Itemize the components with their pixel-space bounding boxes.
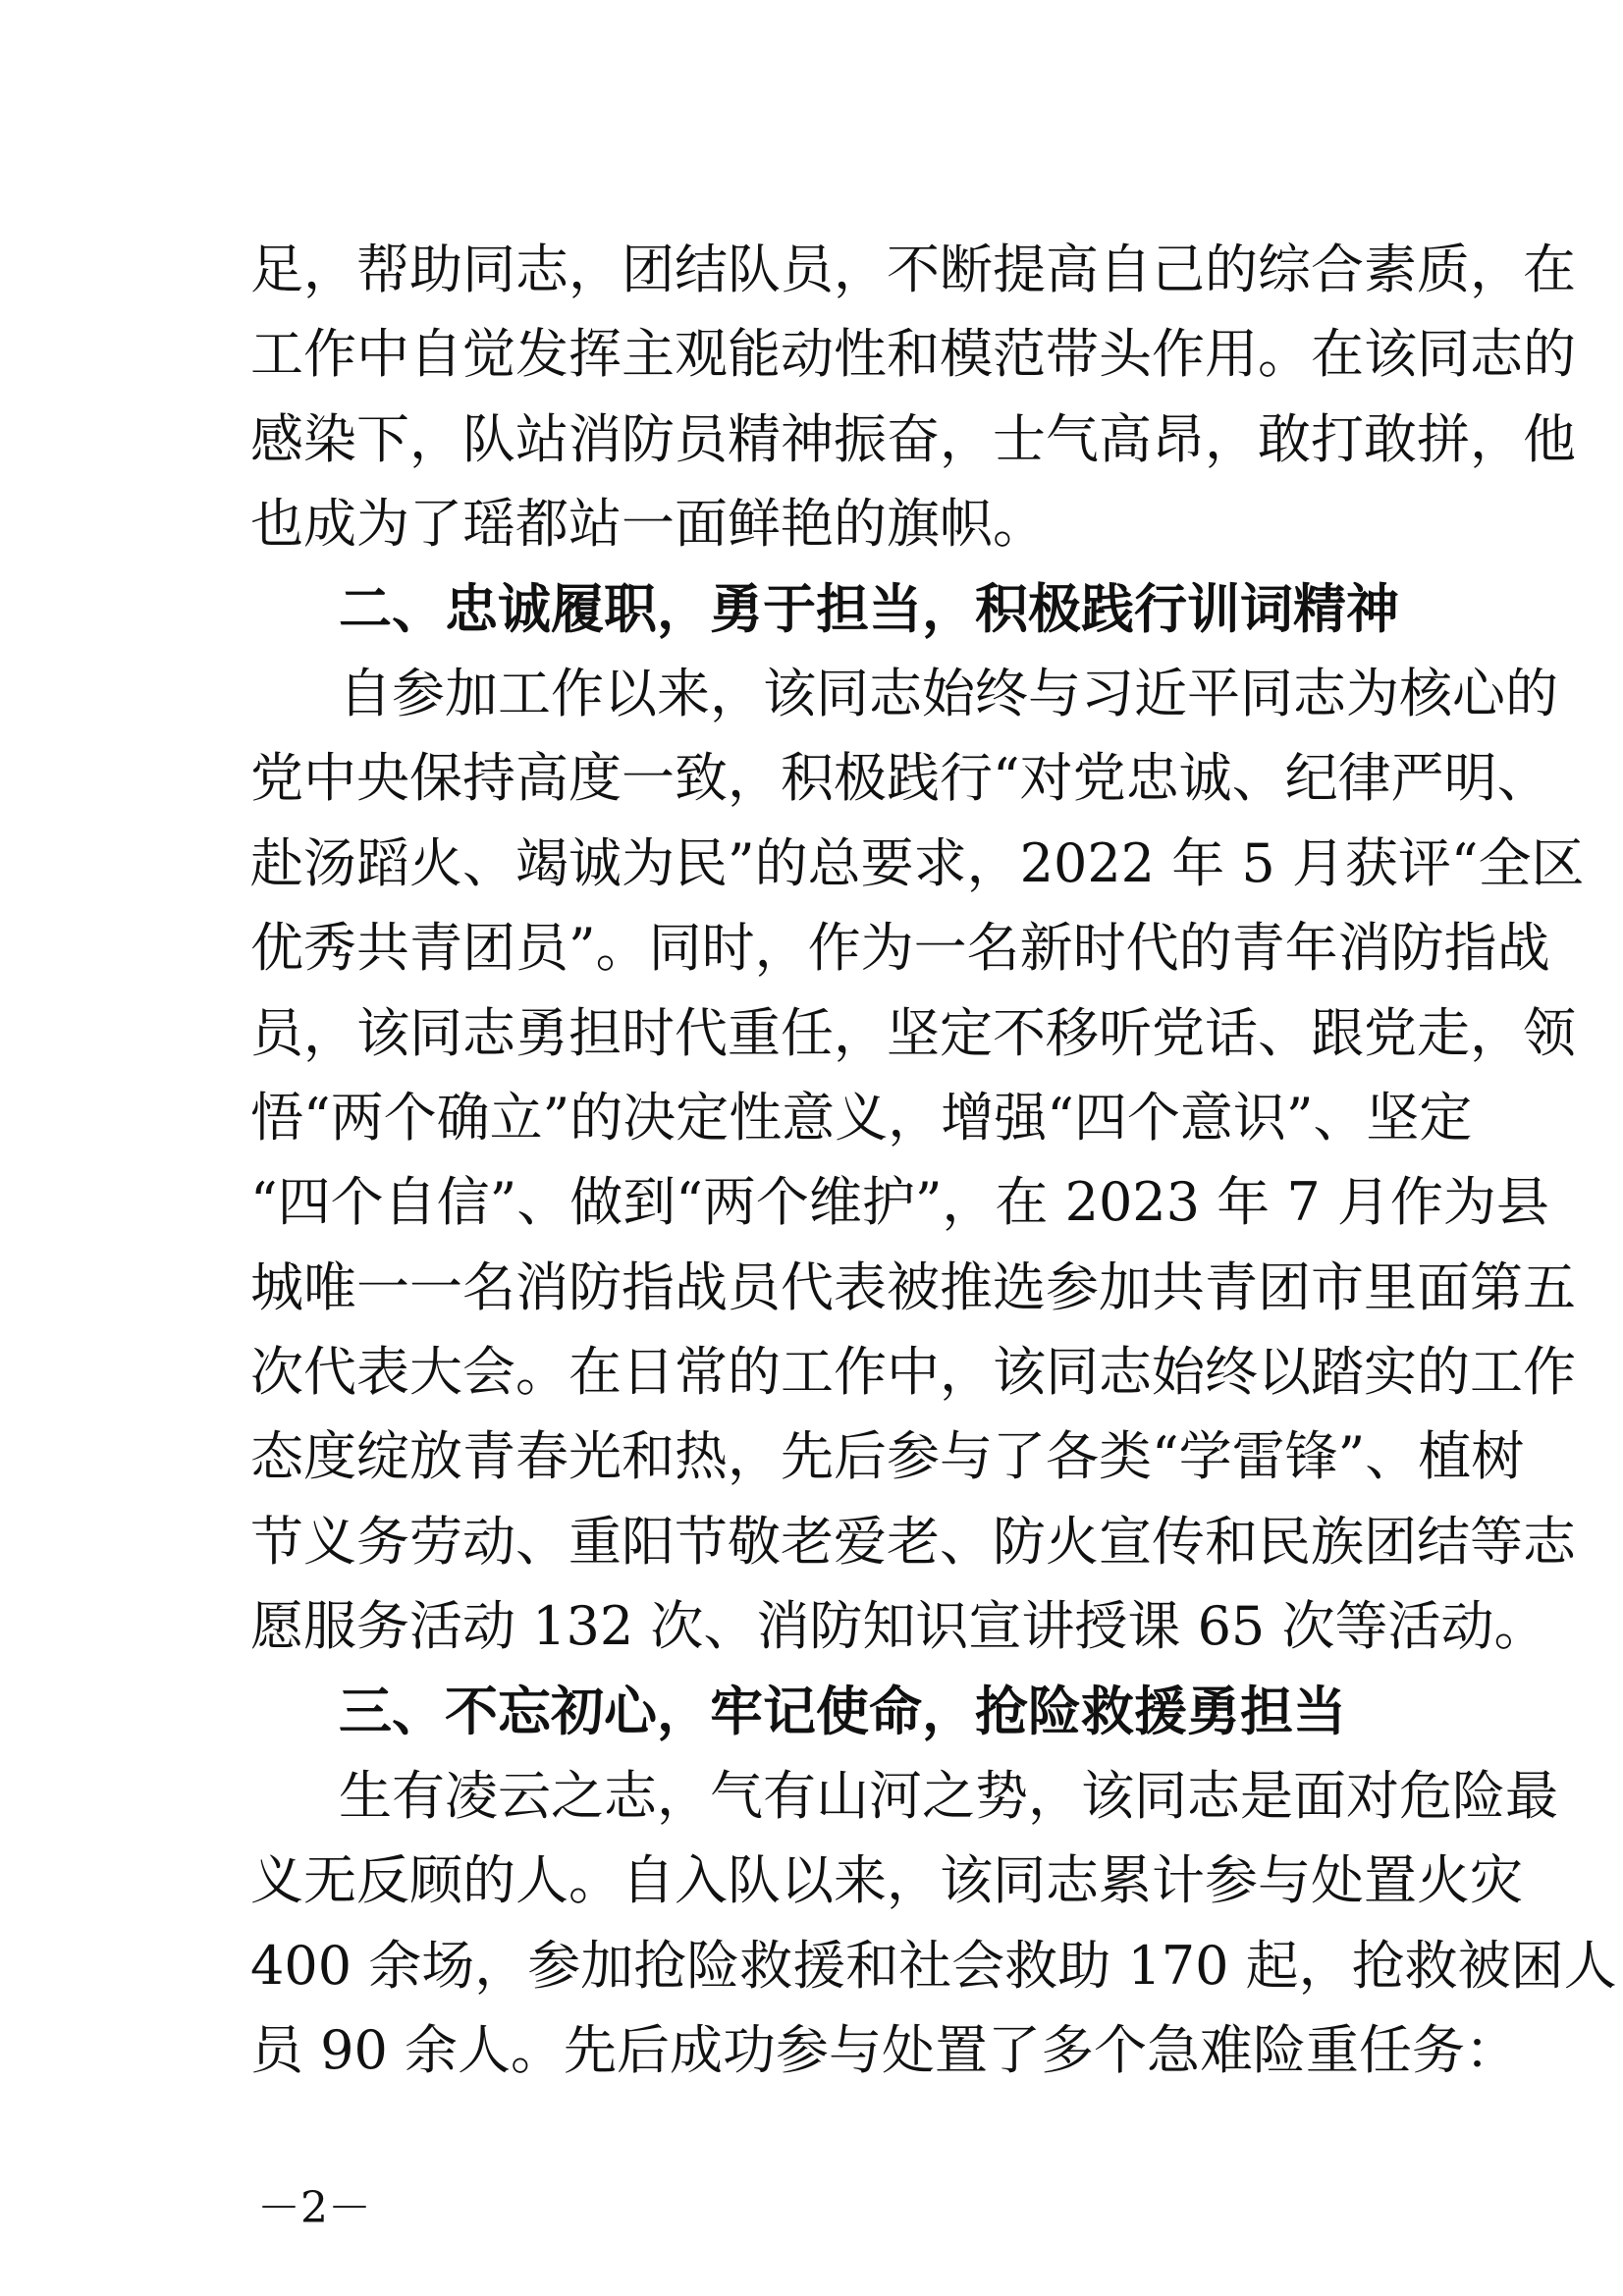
paragraph-line: 员 90 余人。先后成功参与处置了多个急难险重任务： xyxy=(250,2019,1519,2082)
paragraph-line: 态度绽放青春光和热，先后参与了各类“学雷锋”、植树 xyxy=(250,1425,1525,1488)
paragraph-line: 也成为了瑶都站一面鲜艳的旗帜。 xyxy=(250,493,1046,556)
paragraph-line: 党中央保持高度一致，积极践行“对党忠诚、纪律严明、 xyxy=(250,747,1550,810)
paragraph-line: 义无反顾的人。自入队以来，该同志累计参与处置火灾 xyxy=(250,1849,1523,1912)
paragraph-line: 城唯一一名消防指战员代表被推选参加共青团市里面第五 xyxy=(250,1255,1576,1318)
paragraph-line: 足，帮助同志，团结队员，不断提高自己的综合素质，在 xyxy=(250,239,1576,300)
paragraph-line: 自参加工作以来，该同志始终与习近平同志为核心的 xyxy=(339,662,1558,724)
paragraph-line: “四个自信”、做到“两个维护”，在 2023 年 7 月作为县 xyxy=(250,1171,1549,1234)
paragraph-line: 优秀共青团员”。同时，作为一名新时代的青年消防指战 xyxy=(250,917,1550,980)
paragraph-line: 工作中自觉发挥主观能动性和模范带头作用。在该同志的 xyxy=(250,323,1576,386)
paragraph-line: 感染下，队站消防员精神振奋，士气高昂，敢打敢拼，他 xyxy=(250,407,1576,470)
document-body xyxy=(250,228,1617,2094)
section-heading-3: 三、不忘初心，牢记使命，抢险救援勇担当 xyxy=(339,1680,1346,1742)
paragraph-line: 次代表大会。在日常的工作中，该同志始终以踏实的工作 xyxy=(250,1341,1576,1404)
paragraph-line: 员，该同志勇担时代重任，坚定不移听党话、跟党走，领 xyxy=(250,1001,1576,1064)
paragraph-line: 愿服务活动 132 次、消防知识宣讲授课 65 次等活动。 xyxy=(250,1595,1547,1658)
paragraph-line: 生有凌云之志，气有山河之势，该同志是面对危险最 xyxy=(339,1765,1558,1828)
paragraph-line: 赴汤蹈火、竭诚为民”的总要求，2022 年 5 月获评“全区 xyxy=(250,831,1585,894)
page-number: －2－ xyxy=(257,2183,371,2233)
paragraph-line: 悟“两个确立”的决定性意义，增强“四个意识”、坚定 xyxy=(250,1086,1473,1148)
paragraph-line: 400 余场，参加抢险救援和社会救助 170 起，抢救被困人 xyxy=(250,1934,1617,1997)
section-heading-2: 二、忠诚履职，勇于担当，积极践行训词精神 xyxy=(339,577,1399,640)
paragraph-line: 节义务劳动、重阳节敬老爱老、防火宣传和民族团结等志 xyxy=(250,1510,1576,1573)
